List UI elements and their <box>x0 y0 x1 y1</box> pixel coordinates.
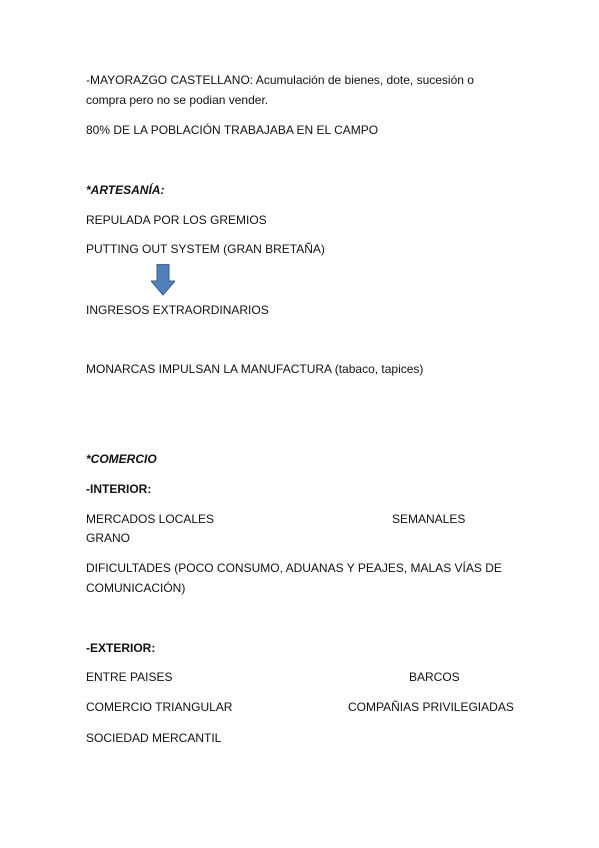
exterior-label: -EXTERIOR: <box>86 641 156 655</box>
entre-paises-text: ENTRE PAISES <box>86 670 173 684</box>
ingresos-text: INGRESOS EXTRAORDINARIOS <box>86 303 269 317</box>
mayorazgo-line-2: compra pero no se podian vender. <box>86 93 269 107</box>
artesania-heading: *ARTESANÍA: <box>86 183 165 197</box>
dificultades-line-2: COMUNICACIÓN) <box>86 581 186 595</box>
semanales-text: SEMANALES <box>392 512 466 526</box>
poblacion-text: 80% DE LA POBLACIÓN TRABAJABA EN EL CAMPO <box>86 123 379 137</box>
barcos-text: BARCOS <box>409 670 460 684</box>
comercio-heading: *COMERCIO <box>86 452 157 466</box>
putting-out-text: PUTTING OUT SYSTEM (GRAN BRETAÑA) <box>86 242 325 256</box>
sociedad-mercantil-text: SOCIEDAD MERCANTIL <box>86 731 222 745</box>
grano-text: GRANO <box>86 531 131 545</box>
down-arrow-icon <box>151 264 175 296</box>
monarcas-text: MONARCAS IMPULSAN LA MANUFACTURA (tabaco, tapices) <box>86 362 424 376</box>
comercio-triangular-text: COMERCIO TRIANGULAR <box>86 700 233 714</box>
dificultades-line-1: DIFICULTADES (POCO CONSUMO, ADUANAS Y PEAJES, MALAS VÍAS DE <box>86 561 502 575</box>
mayorazgo-line-1: -MAYORAZGO CASTELLANO: Acumulación de bienes, dote, sucesión o <box>86 73 474 87</box>
interior-label: -INTERIOR: <box>86 482 152 496</box>
mercados-text: MERCADOS LOCALES <box>86 512 215 526</box>
companias-text: COMPAÑIAS PRIVILEGIADAS <box>348 700 514 714</box>
regulada-text: REPULADA POR LOS GREMIOS <box>86 213 267 227</box>
